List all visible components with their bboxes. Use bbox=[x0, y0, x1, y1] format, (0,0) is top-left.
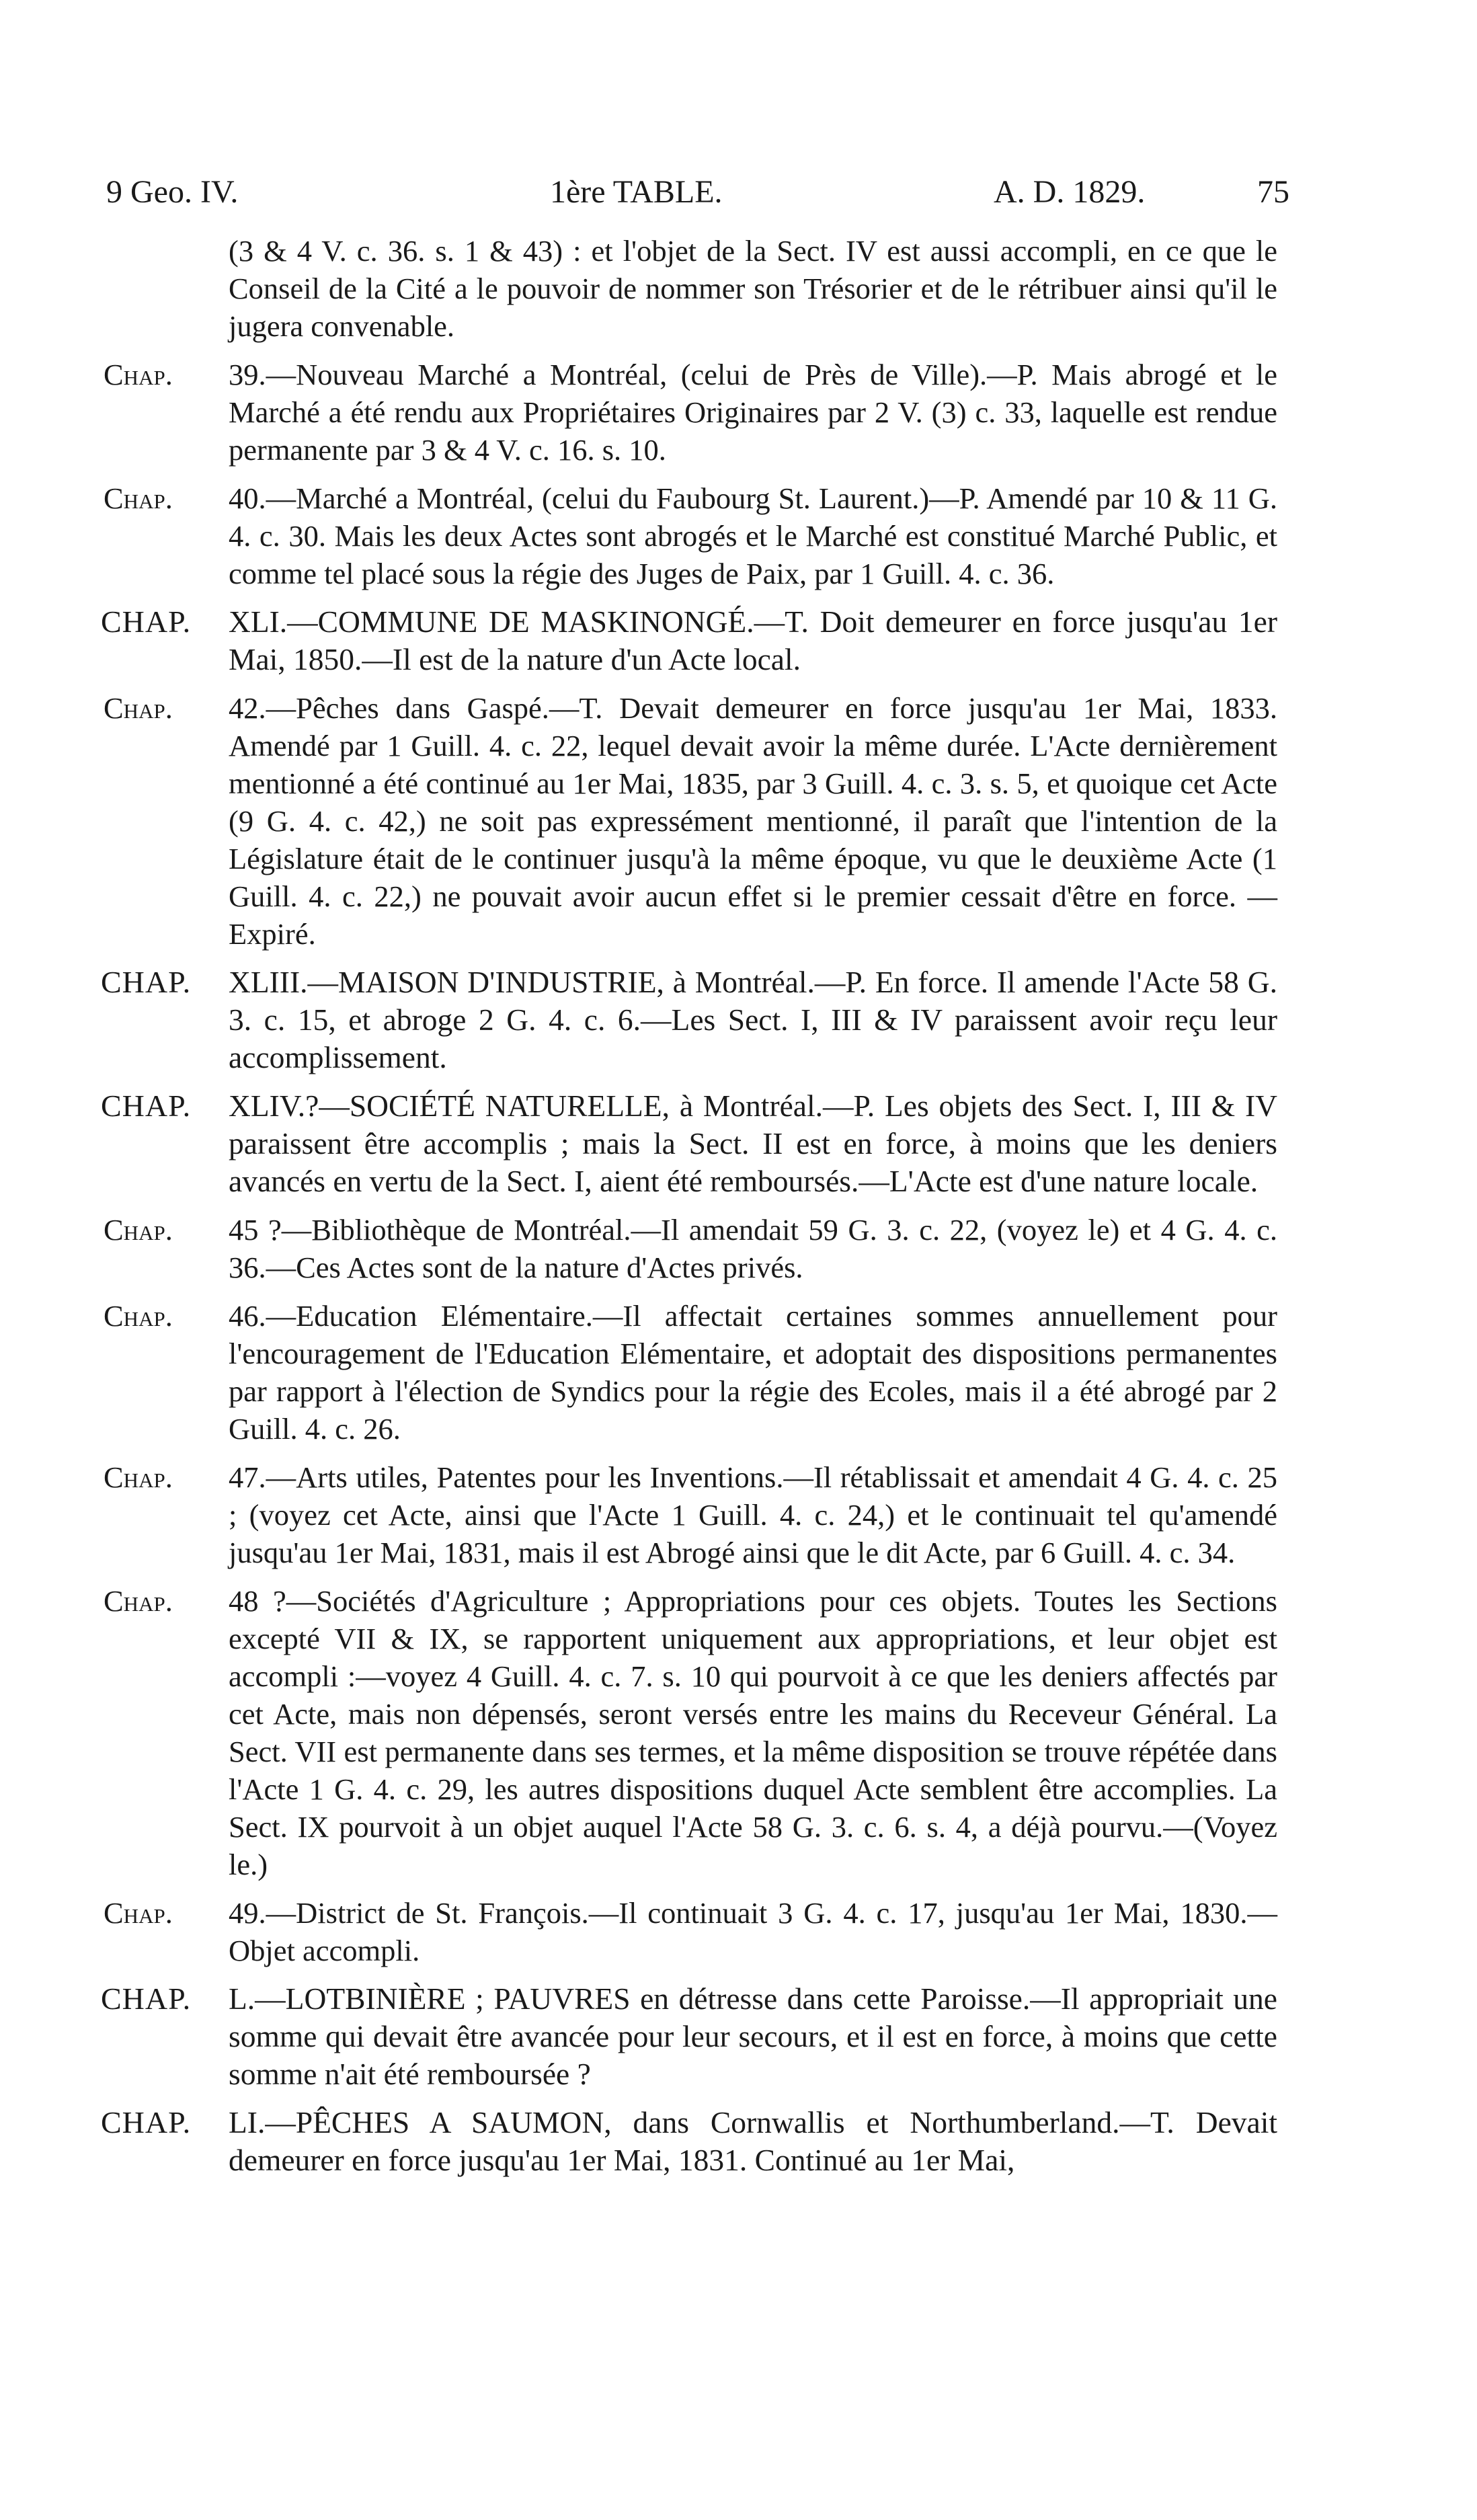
chapter-entry-46 bbox=[94, 1297, 1277, 1448]
chapter-entry-48 bbox=[94, 1582, 1277, 1883]
chapter-entry-43 bbox=[94, 963, 1277, 1076]
chapter-label: CHAP. bbox=[101, 2105, 192, 2139]
chapter-entry-45 bbox=[94, 1211, 1277, 1286]
page-header bbox=[106, 173, 1289, 214]
chapter-entry-44 bbox=[94, 1087, 1277, 1200]
chapter-label: Chap. bbox=[104, 1299, 173, 1333]
header-year: A. D. 1829. bbox=[994, 174, 1146, 210]
chapter-text: 47.—Arts utiles, Patentes pour les Inventions.—Il rétablissait et amendait 4 G. 4. c. 25 ; (voyez cet Acte, ainsi que l'Acte 1 Guill. 4. c. 24,) et le continuait tel qu'amendé jusqu'au 1er Mai, 1831, mais il est Abrogé ainsi que le dit Acte, par 6 Guill. 4. c. 34. bbox=[229, 1460, 1277, 1569]
header-reign: 9 Geo. IV. bbox=[106, 174, 239, 210]
chapter-text: 48 ?—Sociétés d'Agriculture ; Appropriations pour ces objets. Toutes les Sections excepté VII & IX, se rapportent uniquement aux appropriations, et leur objet est accompli :—voyez 4 Guill. 4. c. 7. s. 10 qui pourvoit à ce que les deniers affectés par cet Acte, mais non dépensés, seront versés entre les mains du Receveur Général. La Sect. VII est permanente dans ses termes, et la même disposition se trouve répétée dans l'Acte 1 G. 4. c. 29, les autres dispositions duquel Acte semblent être accomplies. La Sect. IX pourvoit à un objet auquel l'Acte 58 G. 3. c. 6. s. 4, a déjà pourvu.—(Voyez le.) bbox=[229, 1584, 1277, 1881]
chapter-text: 49.—District de St. François.—Il continuait 3 G. 4. c. 17, jusqu'au 1er Mai, 1830.—Objet accompli. bbox=[229, 1896, 1277, 1967]
header-table-title: 1ère TABLE. bbox=[550, 174, 723, 210]
continued-entry-text: (3 & 4 V. c. 36. s. 1 & 43) : et l'objet de la Sect. IV est aussi accompli, en ce que le Conseil de la Cité a le pouvoir de nommer son Trésorier et de le rétribuer ainsi qu'il le jugera convenable. bbox=[229, 234, 1277, 343]
chapter-label: Chap. bbox=[104, 1584, 173, 1618]
chapter-entry-41 bbox=[94, 603, 1277, 678]
page-number: 75 bbox=[1257, 174, 1289, 210]
chapter-entry-40 bbox=[94, 479, 1277, 592]
chapter-text: XLIV.?—SOCIÉTÉ NATURELLE, à Montréal.—P. Les objets des Sect. I, III & IV paraissent être accomplis ; mais la Sect. II est en force, à moins que les deniers avancés en vertu de la Sect. I, aient été remboursés.—L'Acte est d'une nature locale. bbox=[229, 1089, 1277, 1198]
chapter-entry-42 bbox=[94, 689, 1277, 953]
chapter-label: Chap. bbox=[104, 1896, 173, 1930]
chapter-label: Chap. bbox=[104, 1213, 173, 1247]
chapter-text: L.—LOTBINIÈRE ; PAUVRES en détresse dans cette Paroisse.—Il appropriait une somme qui devait être avancée pour leur secours, et il est en force, à moins que cette somme n'ait été remboursée ? bbox=[229, 1981, 1277, 2091]
chapter-entry-39 bbox=[94, 356, 1277, 469]
chapter-label: Chap. bbox=[104, 1460, 173, 1494]
chapter-text: 45 ?—Bibliothèque de Montréal.—Il amendait 59 G. 3. c. 22, (voyez le) et 4 G. 4. c. 36.—Ces Actes sont de la nature d'Actes privés. bbox=[229, 1213, 1277, 1284]
chapter-label: Chap. bbox=[104, 358, 173, 391]
chapter-text: 46.—Education Elémentaire.—Il affectait certaines sommes annuellement pour l'encouragement de l'Education Elémentaire, et adoptait des dispositions permanentes par rapport à l'élection de Syndics pour la régie des Ecoles, mais il a été abrogé par 2 Guill. 4. c. 26. bbox=[229, 1299, 1277, 1446]
chapter-label: Chap. bbox=[104, 691, 173, 725]
chapter-text: LI.—PÊCHES A SAUMON, dans Cornwallis et Northumberland.—T. Devait demeurer en force jusqu'au 1er Mai, 1831. Continué au 1er Mai, bbox=[229, 2105, 1277, 2177]
chapter-label: CHAP. bbox=[101, 604, 192, 639]
chapter-text: XLI.—COMMUNE DE MASKINONGÉ.—T. Doit demeurer en force jusqu'au 1er Mai, 1850.—Il est de la nature d'un Acte local. bbox=[229, 604, 1277, 676]
chapter-entry-50 bbox=[94, 1980, 1277, 2093]
chapter-entry-51 bbox=[94, 2104, 1277, 2179]
chapter-text: 40.—Marché a Montréal, (celui du Faubourg St. Laurent.)—P. Amendé par 10 & 11 G. 4. c. 30. Mais les deux Actes sont abrogés et le Marché est constitué Marché Public, et comme tel placé sous la régie des Juges de Paix, par 1 Guill. 4. c. 36. bbox=[229, 481, 1277, 590]
chapter-text: 42.—Pêches dans Gaspé.—T. Devait demeurer en force jusqu'au 1er Mai, 1833. Amendé par 1 Guill. 4. c. 22, lequel devait avoir la même durée. L'Acte dernièrement mentionné a été continué au 1er Mai, 1835, par 3 Guill. 4. c. 3. s. 5, et quoique cet Acte (9 G. 4. c. 42,) ne soit pas expressément mentionné, il paraît que l'intention de la Législature était de le continuer jusqu'à la même époque, vu que le deuxième Acte (1 Guill. 4. c. 22,) ne pouvait avoir aucun effet si le premier cessait d'être en force. —Expiré. bbox=[229, 691, 1277, 951]
chapter-label: CHAP. bbox=[101, 1981, 192, 2016]
chapter-label: CHAP. bbox=[101, 1089, 192, 1123]
chapter-label: CHAP. bbox=[101, 965, 192, 999]
chapter-entry-47 bbox=[94, 1458, 1277, 1571]
chapter-text: 39.—Nouveau Marché a Montréal, (celui de Près de Ville).—P. Mais abrogé et le Marché a été rendu aux Propriétaires Originaires par 2 V. (3) c. 33, laquelle est rendue permanente par 3 & 4 V. c. 16. s. 10. bbox=[229, 358, 1277, 467]
chapter-text: XLIII.—MAISON D'INDUSTRIE, à Montréal.—P. En force. Il amende l'Acte 58 G. 3. c. 15, et abroge 2 G. 4. c. 6.—Les Sect. I, III & IV paraissent avoir reçu leur accomplissement. bbox=[229, 965, 1277, 1074]
table-body bbox=[94, 232, 1277, 2190]
chapter-label: Chap. bbox=[104, 481, 173, 515]
chapter-entry-49 bbox=[94, 1894, 1277, 1969]
